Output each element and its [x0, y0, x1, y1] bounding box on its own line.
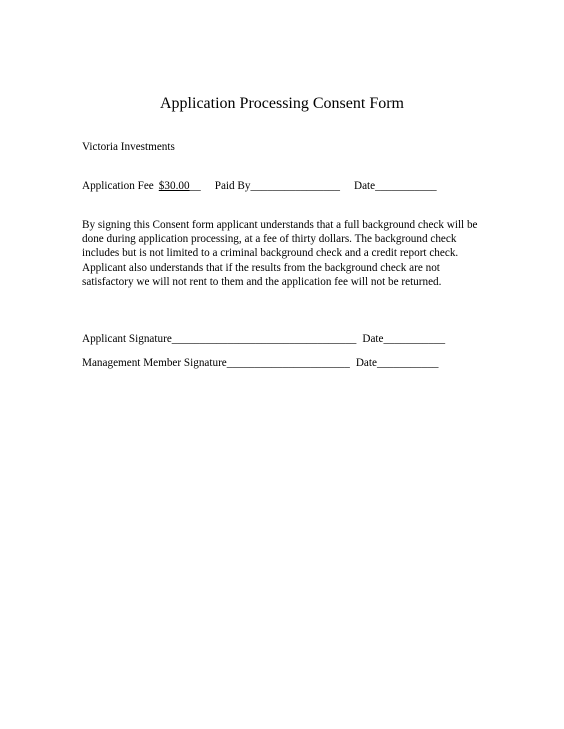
fee-amount: $30.00 [158, 180, 190, 192]
applicant-date-blank: ___________ [383, 333, 446, 345]
paragraph-line: By signing this Consent form applicant understands that a full background check will be [82, 219, 478, 231]
fee-trailing-blank: __ [189, 180, 201, 192]
page-title: Application Processing Consent Form [160, 95, 404, 112]
fee-row [82, 179, 437, 193]
paragraph-line: Applicant also understands that if the results from the background check are not [82, 261, 440, 274]
applicant-date-label: Date [362, 333, 384, 345]
paragraph-line: satisfactory we will not rent to them and the application fee will not be returned. [82, 275, 442, 288]
management-signature-label: Management Member Signature [82, 357, 227, 369]
management-date-blank: ___________ [376, 357, 439, 369]
fee-date-label: Date [353, 180, 376, 192]
management-signature-row [82, 356, 439, 370]
management-signature-blank: ______________________ [226, 357, 350, 369]
company-name: Victoria Investments [82, 141, 175, 153]
applicant-signature-blank: _________________________________ [171, 333, 357, 345]
applicant-signature-row [82, 332, 445, 346]
fee-label: Application Fee [82, 180, 154, 192]
applicant-signature-label: Applicant Signature [82, 333, 172, 345]
paid-by-blank: ________________ [250, 180, 340, 192]
paragraph-line: includes but is not limited to a criminal background check and a credit report check. [82, 247, 459, 260]
consent-paragraph [82, 218, 492, 289]
management-date-label: Date [355, 357, 377, 369]
paragraph-line: done during application processing, at a fee of thirty dollars. The background check [82, 233, 457, 246]
fee-date-blank: ___________ [375, 180, 437, 192]
paid-by-label: Paid By [214, 180, 251, 192]
